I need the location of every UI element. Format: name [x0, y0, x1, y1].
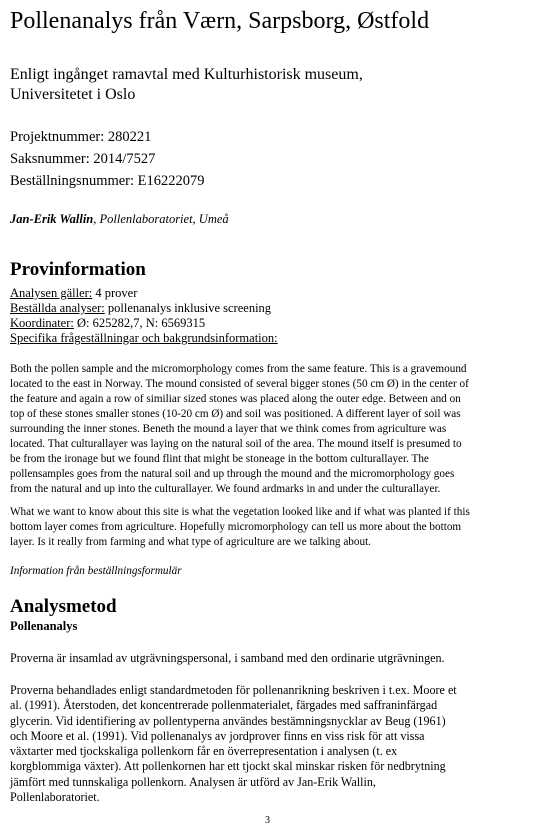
questions-paragraph: [10, 505, 530, 550]
analysis-count-value: 4 prover: [92, 286, 138, 300]
paragraph-line: layer. Is it really from farming and what type of agriculture are we talking about.: [10, 536, 371, 548]
paragraph-line: korgblommiga växter). Att pollenkornen har ett tjockt skal minskar risken för nedbrytning: [10, 759, 446, 774]
collection-paragraph: Proverna är insamlad av utgrävningspersonal, i samband med den ordinarie utgrävningen.: [10, 651, 445, 665]
method-paragraph: [10, 683, 532, 805]
paragraph-line: al. (1991). Återstoden, det koncentrerade pollenmaterialet, färgades med saffraninfärgad: [10, 698, 438, 713]
author-affiliation: , Pollenlaboratoriet, Umeå: [93, 212, 229, 226]
analysis-count-row: [10, 286, 278, 301]
paragraph-line: the feature and again a row of similiar sized stones was placed along the outer edge. Between and on: [10, 393, 461, 405]
ordered-analyses-value: pollenanalys inklusive screening: [104, 301, 272, 315]
paragraph-line: och Moore et al. (1991). Vid pollenanalys av jordprover finns en viss risk för att vissa: [10, 728, 425, 743]
coordinates-row: [10, 316, 278, 331]
paragraph-line: located to the east in Norway. The mound consisted of several bigger stones (50 cm Ø) in the center of: [10, 378, 469, 390]
paragraph-line: surrounding the inner stones. Beneth the mound a layer that we think comes from agriculture was: [10, 423, 447, 435]
document-title: Pollenanalys från Værn, Sarpsborg, Østfold: [10, 8, 430, 34]
source-note: Information från beställningsformulär: [10, 565, 182, 577]
paragraph-line: Both the pollen sample and the micromorphology comes from the same feature. This is a gravemound: [10, 363, 467, 375]
section-heading-analysmetod: Analysmetod: [10, 596, 117, 617]
page-number: 3: [265, 815, 270, 826]
subsection-heading-pollenanalys: Pollenanalys: [10, 619, 78, 633]
background-paragraph: [10, 362, 530, 497]
coordinates-value: Ø: 625282,7, N: 6569315: [73, 316, 206, 330]
paragraph-line: located. That culturallayer was laying on the natural soil of the area. The mound itself is presumed to: [10, 438, 462, 450]
paragraph-line: glycerin. Vid identifiering av pollentyperna användes bestämningsnycklar av Beug (1961): [10, 713, 446, 728]
paragraph-line: What we want to know about this site is what the vegetation looked like and if what was planted if this: [10, 506, 470, 518]
paragraph-line: bottom layer comes from agriculture. Hopefully micromorphology can tell us more about the bottom: [10, 521, 462, 533]
document-subtitle: [10, 65, 363, 105]
specific-questions-row: [10, 331, 278, 346]
paragraph-line: be from the ironage but we found flint that might be stoneage in the bottom culturallayer. The: [10, 453, 429, 465]
paragraph-line: Proverna behandlades enligt standardmetoden för pollenanrikning beskriven i t.ex. Moore et: [10, 683, 457, 697]
ordered-analyses-row: [10, 301, 278, 316]
paragraph-line: top of these stones smaller stones (10-20 cm Ø) and soil was positioned. A different layer of soil was: [10, 408, 461, 420]
author-name: Jan-Erik Wallin: [10, 212, 94, 226]
case-number: Saksnummer: 2014/7527: [10, 151, 156, 167]
paragraph-line: jämfört med tunnskaliga pollenkorn. Analysen är utförd av Jan-Erik Wallin,: [10, 774, 376, 789]
paragraph-line: from the natural and up into the culturallayer. We found ardmarks in and under the culturallayer.: [10, 483, 441, 495]
author-line: [10, 212, 229, 227]
sample-info-list: [10, 286, 278, 346]
subtitle-line: Universitetet i Oslo: [10, 86, 136, 103]
specific-questions-label: Specifika frågeställningar och bakgrundsinformation:: [10, 331, 278, 345]
ordered-analyses-label: Beställda analyser:: [10, 301, 105, 315]
order-number: Beställningsnummer: E16222079: [10, 173, 205, 189]
analysis-count-label: Analysen gäller:: [10, 286, 93, 300]
section-heading-provinformation: Provinformation: [10, 259, 146, 280]
paragraph-line: Pollenlaboratoriet.: [10, 790, 100, 805]
subtitle-line: Enligt ingånget ramavtal med Kulturhistorisk museum,: [10, 66, 363, 83]
paragraph-line: pollensamples goes from the natural soil and up through the mound and the micromorphology goes: [10, 468, 455, 480]
coordinates-label: Koordinater:: [10, 316, 74, 330]
paragraph-line: växtarter med tjockskaliga pollenkorn får en överrepresentation i analysen (t. ex: [10, 744, 398, 759]
project-number: Projektnummer: 280221: [10, 129, 152, 145]
